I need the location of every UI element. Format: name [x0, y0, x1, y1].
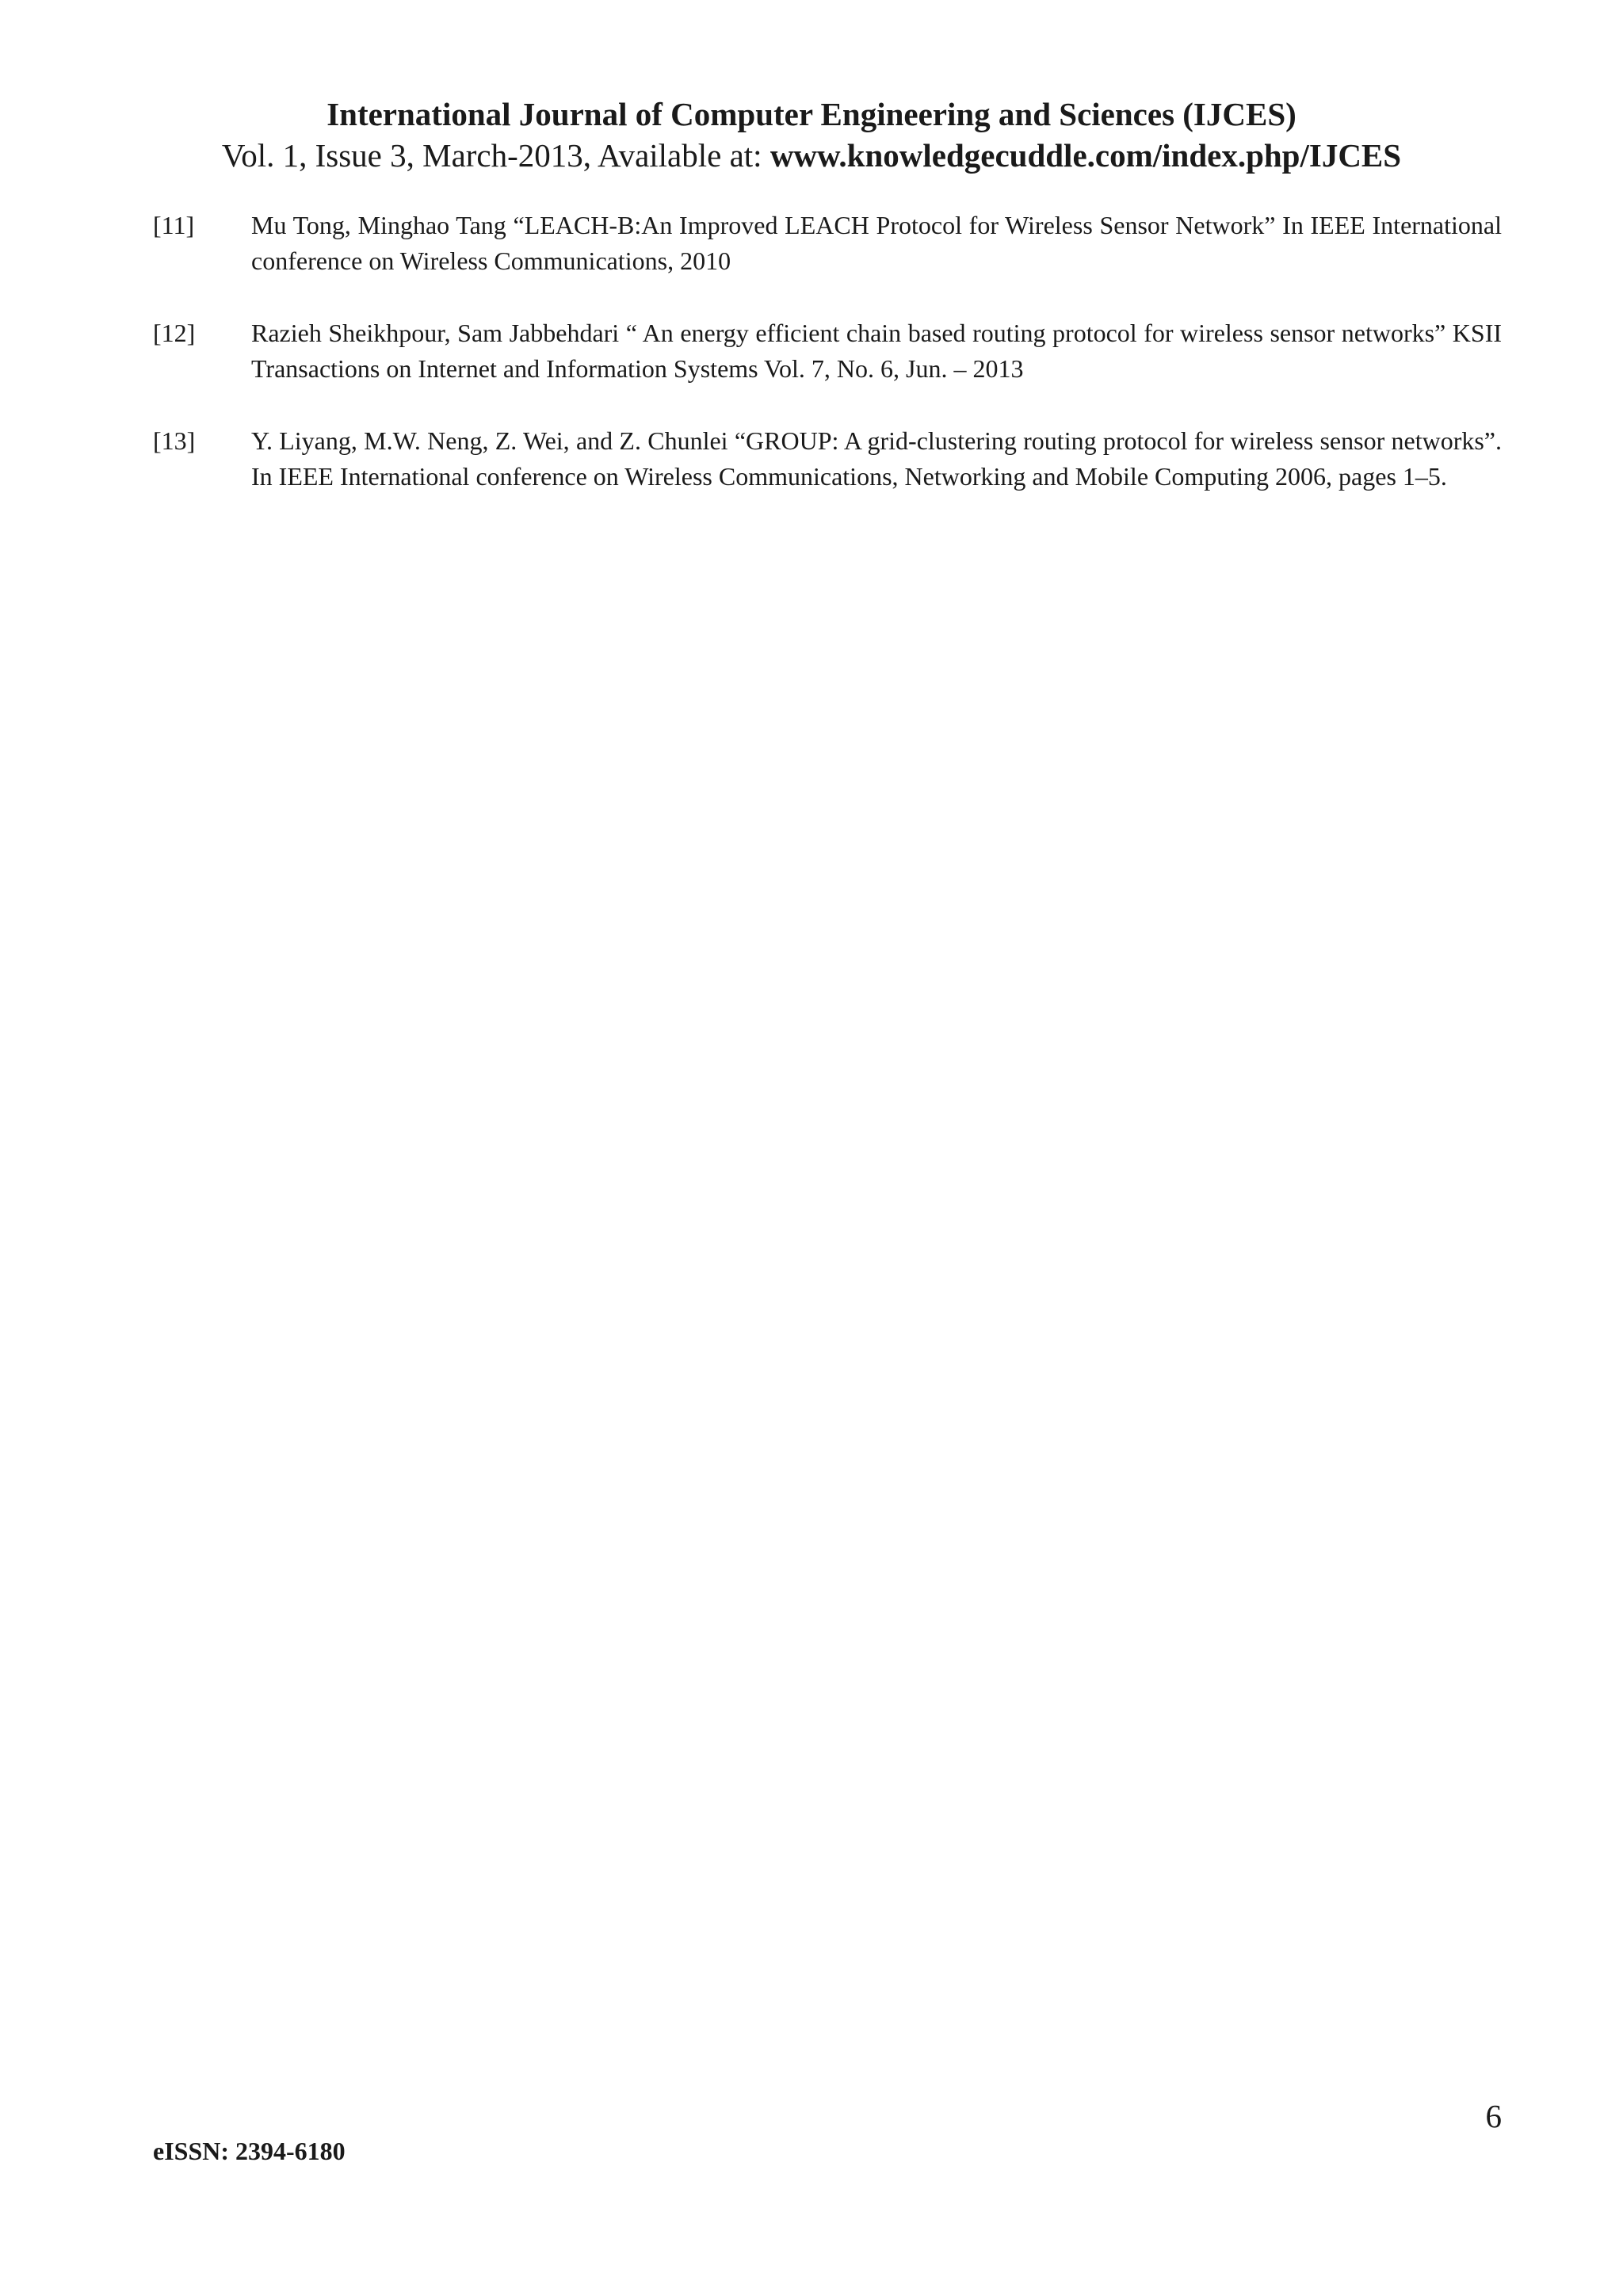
journal-url: www.knowledgecuddle.com/index.php/IJCES: [769, 137, 1402, 174]
reference-number: [11]: [153, 211, 195, 239]
reference-text: Razieh Sheikhpour, Sam Jabbehdari “ An energy efficient chain based routing protocol for wireless sensor networks” KSII Transactions on Internet and Information Systems Vol. 7, No. 6, Jun. – 2013: [251, 319, 1502, 383]
reference-list: [153, 208, 1502, 531]
reference-text: Y. Liyang, M.W. Neng, Z. Wei, and Z. Chunlei “GROUP: A grid-clustering routing protocol for wireless sensor networks”. In IEEE International conference on Wireless Communications, Networking and Mobile Computing 2006, pages 1–5.: [251, 426, 1502, 491]
issue-info: Vol. 1, Issue 3, March-2013, Available at:: [221, 137, 770, 174]
reference-text: Mu Tong, Minghao Tang “LEACH-B:An Improved LEACH Protocol for Wireless Sensor Network” In IEEE International conference on Wireless Communications, 2010: [251, 211, 1502, 275]
journal-issue-line: [0, 135, 1623, 176]
issn-footer: eISSN: 2394-6180: [153, 2137, 346, 2165]
reference-item: [153, 208, 1502, 279]
page-header: [0, 94, 1623, 176]
reference-item: [153, 423, 1502, 495]
page-number: 6: [1485, 2098, 1502, 2134]
reference-item: [153, 315, 1502, 387]
reference-number: [13]: [153, 426, 196, 455]
reference-number: [12]: [153, 319, 196, 347]
journal-title: International Journal of Computer Engineering and Sciences (IJCES): [327, 96, 1296, 132]
